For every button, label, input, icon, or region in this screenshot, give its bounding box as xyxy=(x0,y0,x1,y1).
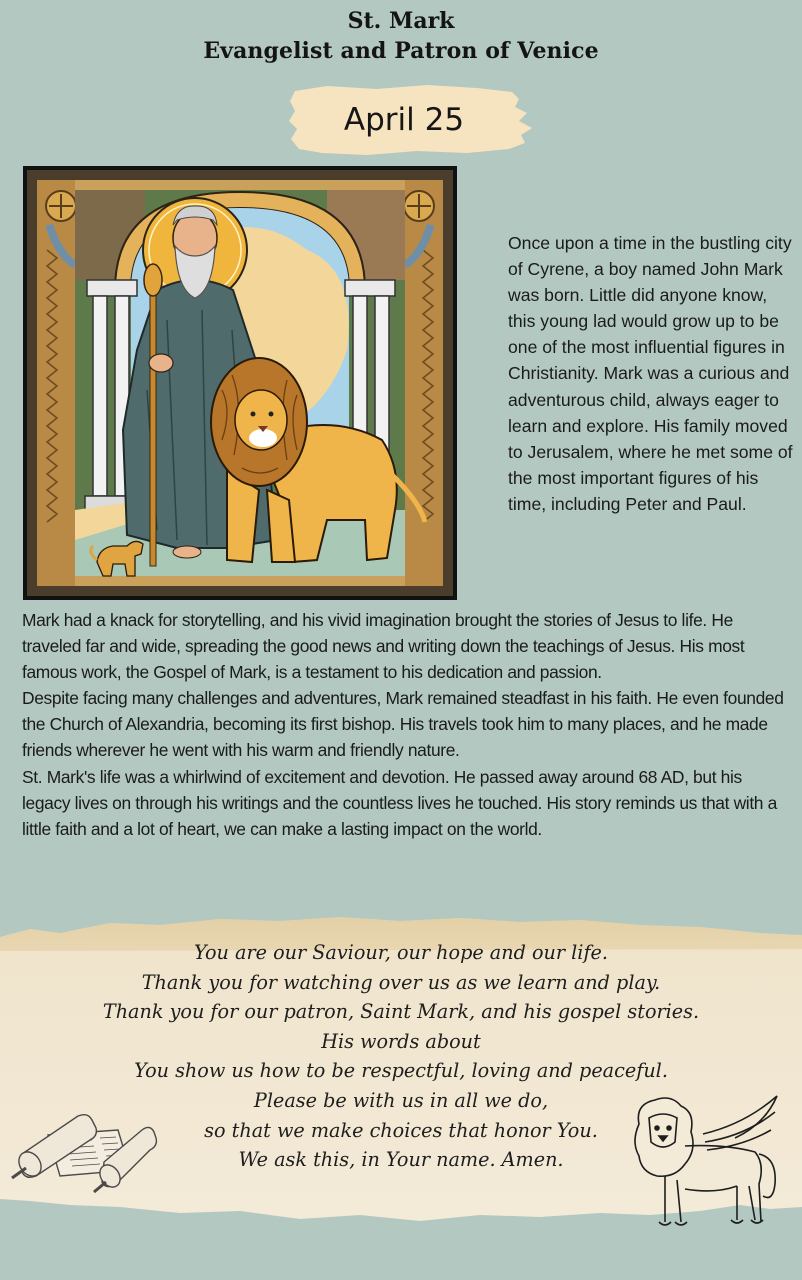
winged-lion-icon xyxy=(625,1094,785,1234)
intro-paragraph: Once upon a time in the bustling city of Cyrene, a boy named John Mark was born. Little did anyone know, this young lad would grow up to be one of the most influential figures in Christianity. Mark was a curious and adventurous child, always eager to learn and explore. His family moved to Jerusalem, where he met some of the most important figures of his time, including Peter and Paul. xyxy=(508,233,793,514)
prayer-line: Please be with us in all we do, xyxy=(253,1088,549,1112)
prayer-line: You show us how to be respectful, loving and peaceful. xyxy=(134,1059,668,1083)
feast-date: April 25 xyxy=(343,102,465,138)
prayer-line: His words about xyxy=(321,1029,481,1053)
story-body xyxy=(22,607,792,842)
story-paragraph: Mark had a knack for storytelling, and his vivid imagination brought the stories of Jesus to life. He traveled far and wide, spreading the good news and writing down the teachings of Jesus. His most famous work, the Gospel of Mark, is a testament to his dedication and passion. xyxy=(22,610,745,683)
story-paragraph: St. Mark's life was a whirlwind of excitement and devotion. He passed away around 68 AD, but his legacy lives on through his writings and the countless lives he touched. His story reminds us that with a little faith and a lot of heart, we can make a lasting impact on the world. xyxy=(22,766,777,839)
prayer-line: We ask this, in Your name. Amen. xyxy=(238,1148,564,1172)
prayer-line: Thank you for watching over us as we learn and play. xyxy=(141,970,661,994)
saint-mark-with-lion-icon xyxy=(27,170,453,596)
page-header xyxy=(0,6,802,66)
page-subtitle: Evangelist and Patron of Venice xyxy=(203,38,599,64)
scroll-icon xyxy=(8,1100,158,1200)
date-banner xyxy=(287,83,537,157)
page-title: St. Mark xyxy=(347,8,455,34)
saint-mark-illustration xyxy=(23,166,457,600)
prayer-line: so that we make choices that honor You. xyxy=(204,1118,598,1142)
prayer-line: You are our Saviour, our hope and our life. xyxy=(194,941,608,964)
prayer-line: Thank you for our patron, Saint Mark, and his gospel stories. xyxy=(102,1000,700,1024)
story-paragraph: Despite facing many challenges and adventures, Mark remained steadfast in his faith. He even founded the Church of Alexandria, becoming its first bishop. His travels took him to many places, and he made friends wherever he went with his warm and friendly nature. xyxy=(22,688,784,761)
